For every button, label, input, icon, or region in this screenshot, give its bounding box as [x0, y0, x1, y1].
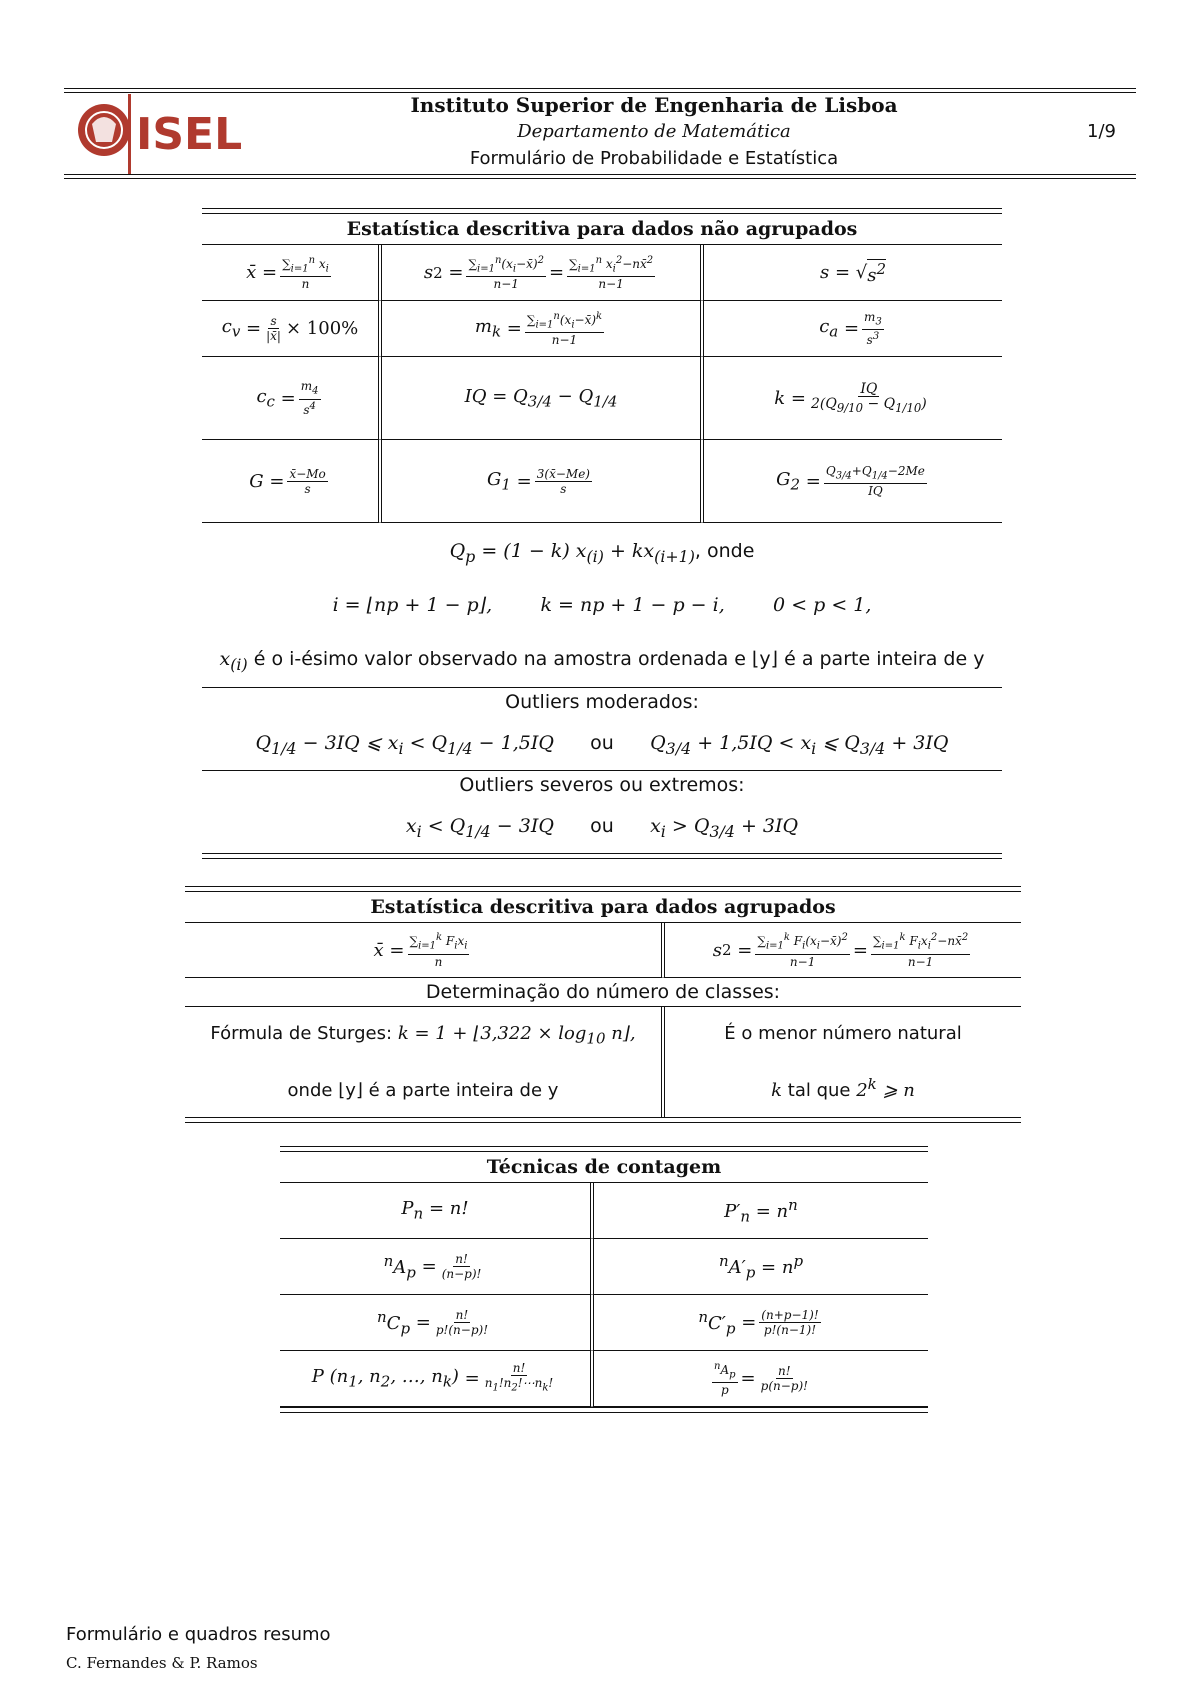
- quantile-params: i = ⌊np + 1 − p⌋, k = np + 1 − p − i, 0 < p < 1,: [332, 594, 872, 616]
- formula-permutation: $P_n = n$!: [280, 1183, 594, 1239]
- classes-title: Determinação do número de classes:: [185, 978, 1021, 1007]
- quantile-note: $x_{(i)}$ é o i-ésimo valor observado na amostra ordenada e ⌊y⌋ é a parte inteira de y: [202, 631, 1002, 688]
- formula-combination: $^nC_p$ = $\frac{n!}{p!(n-p)!}$: [280, 1295, 594, 1351]
- formula-combination-rep: $^nC'_p$ = $\frac{(n+p-1)!}{p!(n-1)!}$: [594, 1295, 928, 1351]
- formula-g2: $G_2$ = $\frac{Q_{3/4}+Q_{1/4}-2Me}{IQ}$: [704, 440, 1002, 523]
- outliers-moderate-label: Outliers moderados:: [505, 691, 699, 713]
- section-rule-bottom: [185, 1117, 1021, 1123]
- formula-multinomial: P ($n_1$, $n_2$, …, $n_k$) = $\frac{n!}{n_1!n_2!\cdots n_k!}$: [280, 1351, 594, 1407]
- formula-k: k = $\frac{IQ}{2(Q_{9/10} - Q_{1/10})}$: [704, 357, 1002, 440]
- section-title: Técnicas de contagem: [280, 1152, 928, 1183]
- formula-mean: x̄ = $\frac{\sum_{i=1}^n x_i}{n}$: [202, 245, 382, 301]
- header-rule-top: [64, 88, 1136, 89]
- section-title: Estatística descritiva para dados não agrupados: [202, 214, 1002, 245]
- outliers-severe-label: Outliers severos ou extremos:: [459, 774, 745, 796]
- formula-g: G = $\frac{x̄-Mo}{s}$: [202, 440, 382, 523]
- section-counting: [280, 1146, 928, 1413]
- department-name: Departamento de Matemática: [517, 121, 791, 142]
- section-grouped-stats: [185, 886, 1021, 1123]
- formula-kurtosis-coef: $c_c$ = $\frac{m_4}{s^4}$: [202, 357, 382, 440]
- formula-moment: $m_k$ = $\frac{\sum_{i=1}^n(x_i-x̄)^k}{n-1}$: [382, 301, 704, 357]
- formula-arrangement: $^nA_p$ = $\frac{n!}{(n-p)!}$: [280, 1239, 594, 1295]
- formula-iqr: IQ = $Q_{3/4} - Q_{1/4}$: [382, 357, 704, 440]
- formula-grouped-variance: s 2 = $\frac{\sum_{i=1}^k F_i(x_i-x̄)^2}{n-1}$ = $\frac{\sum_{i=1}^k F_ix_i^2-nx̄^2}{n-1}$: [665, 923, 1021, 978]
- formula-grid: [202, 245, 1002, 523]
- formula-variance: s 2 = $\frac{\sum_{i=1}^n(x_i-x̄)^2}{n-1}$ = $\frac{\sum_{i=1}^n x_i^2-nx̄^2}{n-1}$: [382, 245, 704, 301]
- header-rule-bottom-2: [64, 178, 1136, 179]
- formula-permutation-rep: $P'_n = n^n$: [594, 1183, 928, 1239]
- formula-grouped-mean: x̄ = $\frac{\sum_{i=1}^k F_ix_i}{n}$: [185, 923, 665, 978]
- logo-text: ISEL: [136, 109, 243, 160]
- isel-logo: [74, 94, 244, 174]
- power-of-two-rule: É o menor número natural k tal que 2$^k$ ⩾ n: [724, 1022, 962, 1102]
- formula-g1: $G_1$ = $\frac{3(x̄-Me)}{s}$: [382, 440, 704, 523]
- section-rule-bottom: [280, 1407, 928, 1413]
- formula-cv: $c_v$ = $\frac{s}{|x̄|}$ × 100%: [202, 301, 382, 357]
- isel-seal-icon: [74, 94, 244, 174]
- footer-title: Formulário e quadros resumo: [66, 1624, 331, 1645]
- classes-rules: [185, 1007, 1021, 1117]
- section-title: Estatística descritiva para dados agrupados: [185, 892, 1021, 923]
- section-rule-bottom: [202, 853, 1002, 859]
- formula-std-dev: s = √ $s^2$: [704, 245, 1002, 301]
- page-number: 1/9: [1087, 121, 1116, 142]
- institute-title: Instituto Superior de Engenharia de Lisboa: [410, 93, 898, 117]
- counting-formulas: [280, 1183, 928, 1407]
- grouped-formulas: [185, 923, 1021, 978]
- formula-arrangement-ratio: $\frac{^nA_p}{p}$ = $\frac{n!}{p(n-p)!}$: [594, 1351, 928, 1407]
- document-subject: Formulário de Probabilidade e Estatística: [469, 148, 839, 169]
- formula-skewness-coef: $c_a$ = $\frac{m_3}{s^3}$: [704, 301, 1002, 357]
- header-rule-bottom: [64, 174, 1136, 175]
- footer-authors: C. Fernandes & P. Ramos: [66, 1654, 258, 1672]
- outliers-moderate-formula: $Q_{1/4} - 3IQ$ ⩽ $x_i < Q_{1/4} - 1,5IQ$ ou $Q_{3/4} + 1,5IQ < x_i$ ⩽ $Q_{3/4} + 3IQ$: [202, 716, 1002, 771]
- section-ungrouped-stats: [202, 208, 1002, 859]
- outliers-severe-formula: $x_i < Q_{1/4} - 3IQ$ ou $x_i > Q_{3/4} + 3IQ$: [405, 815, 799, 841]
- page-header: [64, 88, 1136, 180]
- formula-arrangement-rep: $^nA'_p = n^p$: [594, 1239, 928, 1295]
- sturges-rule: Fórmula de Sturges: k = 1 + ⌊3,322 × $\log_{10}$ n⌋, onde ⌊y⌋ é a parte inteira de y: [185, 1007, 665, 1117]
- quantile-formula: $Q_p = (1 - k) x_{(i)} + kx_{(i+1)}$, onde: [449, 540, 755, 566]
